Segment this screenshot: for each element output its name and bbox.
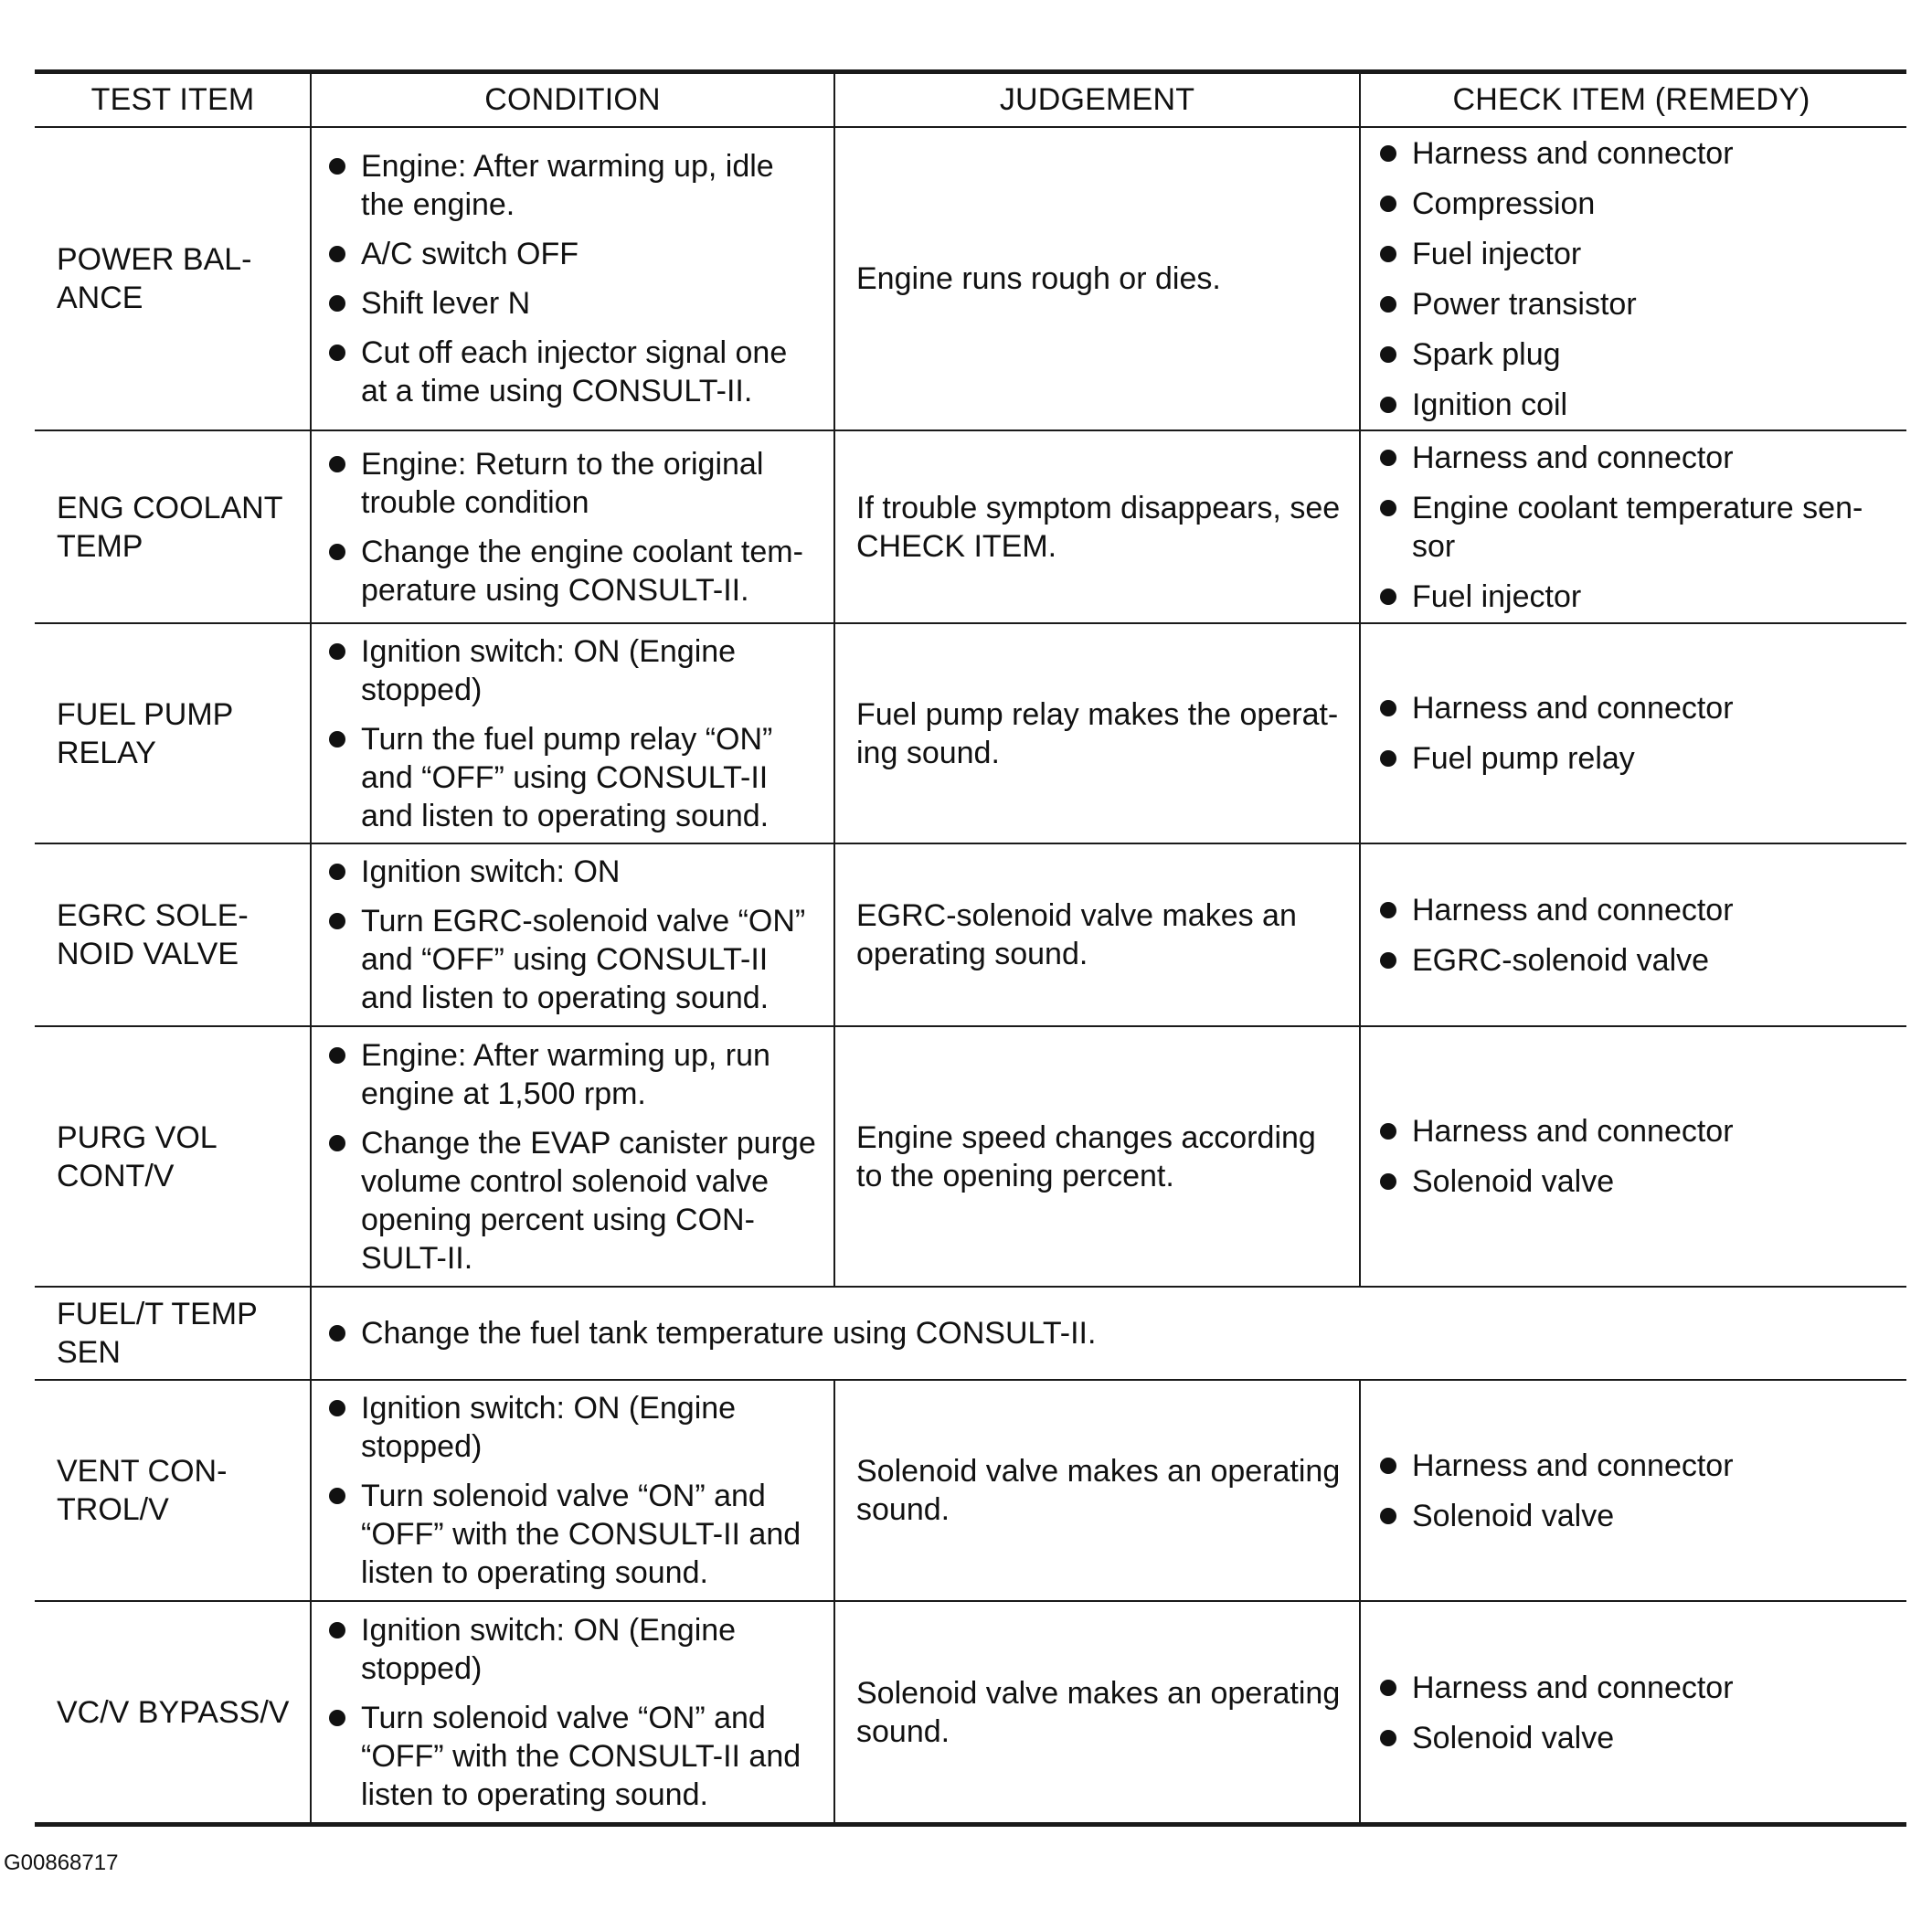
judgement-text: EGRC-solenoid valve makes an operating sound. — [856, 898, 1297, 971]
list-item: Solenoid valve — [1378, 1719, 1894, 1757]
table-top-border — [35, 69, 1906, 74]
row-divider — [35, 622, 1906, 624]
figure-id: G00868717 — [4, 1850, 119, 1875]
table-bottom-border — [35, 1822, 1906, 1827]
row-divider — [35, 126, 1906, 128]
column-divider — [833, 1380, 835, 1824]
bullet-list — [327, 1036, 822, 1278]
bullet-list — [327, 853, 822, 1017]
list-item: Change the engine coolant tem-perature using CONSULT-II. — [327, 533, 822, 610]
test-item-cell — [35, 1601, 311, 1824]
row-divider — [35, 843, 1906, 844]
list-item: Fuel pump relay — [1378, 739, 1894, 778]
judgement-text: Engine speed changes according to the opening percent. — [856, 1119, 1316, 1193]
header-check-item: CHECK ITEM (REMEDY) — [1452, 81, 1810, 117]
bullet-list — [327, 147, 822, 410]
test-item-cell — [35, 623, 311, 843]
list-item: Harness and connector — [1378, 891, 1894, 929]
condition-cell — [311, 623, 834, 843]
list-item: Engine: After warming up, idle the engine. — [327, 147, 822, 224]
judgement-text: Solenoid valve makes an operating sound. — [856, 1454, 1341, 1527]
list-item: Solenoid valve — [1378, 1162, 1894, 1201]
list-item: Change the EVAP canister purge volume control solenoid valve opening percent using CON-SULT-II. — [327, 1124, 822, 1278]
list-item: Ignition switch: ON (Engine stopped) — [327, 1389, 822, 1466]
check-item-cell — [1360, 1601, 1903, 1824]
list-item: Turn the fuel pump relay “ON” and “OFF” using CONSULT-II and listen to operating sound. — [327, 720, 822, 835]
list-item: Turn EGRC-solenoid valve “ON” and “OFF” using CONSULT-II and listen to operating sound. — [327, 902, 822, 1017]
check-item-cell — [1360, 623, 1903, 843]
test-item-name: POWER BAL- ANCE — [57, 242, 252, 315]
bullet-list — [1378, 134, 1894, 424]
list-item: Power transistor — [1378, 285, 1894, 323]
list-item: Harness and connector — [1378, 1112, 1894, 1151]
test-item-cell — [35, 430, 311, 623]
test-item-cell — [35, 1380, 311, 1601]
test-item-name: VC/V BYPASS/V — [57, 1695, 290, 1730]
list-item: Spark plug — [1378, 335, 1894, 374]
list-item: Fuel injector — [1378, 578, 1894, 616]
bullet-list — [327, 1314, 1890, 1352]
column-divider — [833, 71, 835, 1287]
condition-cell — [311, 430, 834, 623]
condition-cell — [311, 843, 834, 1026]
test-item-name: EGRC SOLE- NOID VALVE — [57, 898, 249, 971]
test-item-cell — [35, 1026, 311, 1287]
check-item-cell — [1360, 430, 1903, 623]
check-item-cell — [1360, 843, 1903, 1026]
list-item: Ignition switch: ON (Engine stopped) — [327, 632, 822, 709]
row-divider — [35, 1600, 1906, 1602]
bullet-list — [1378, 439, 1894, 616]
bullet-list — [327, 1611, 822, 1814]
list-item: Harness and connector — [1378, 1447, 1894, 1485]
condition-cell-spanning — [311, 1287, 1903, 1380]
bullet-list — [1378, 1669, 1894, 1757]
check-item-cell — [1360, 1026, 1903, 1287]
list-item: Harness and connector — [1378, 689, 1894, 727]
list-item: Cut off each injector signal one at a time using CONSULT-II. — [327, 334, 822, 410]
column-divider — [310, 71, 312, 1824]
column-divider — [1359, 1380, 1361, 1824]
list-item: Ignition coil — [1378, 386, 1894, 424]
judgement-text: Fuel pump relay makes the operat-ing sound. — [856, 696, 1339, 770]
bullet-list — [1378, 891, 1894, 980]
test-item-name: FUEL/T TEMP SEN — [57, 1297, 258, 1370]
column-divider — [1359, 71, 1361, 1287]
test-item-name: PURG VOL CONT/V — [57, 1119, 218, 1193]
bullet-list — [1378, 1447, 1894, 1535]
judgement-cell — [834, 623, 1360, 843]
header-test-item: TEST ITEM — [90, 81, 255, 117]
row-divider — [35, 1379, 1906, 1381]
test-item-name: VENT CON- TROL/V — [57, 1454, 228, 1527]
bullet-list — [327, 445, 822, 610]
test-item-name: ENG COOLANT TEMP — [57, 490, 283, 564]
test-item-cell — [35, 1287, 311, 1380]
list-item: Solenoid valve — [1378, 1497, 1894, 1535]
condition-cell — [311, 1380, 834, 1601]
judgement-cell — [834, 1026, 1360, 1287]
judgement-cell — [834, 843, 1360, 1026]
check-item-cell — [1360, 127, 1903, 430]
bullet-list — [327, 632, 822, 835]
list-item: Shift lever N — [327, 284, 822, 323]
list-item: Turn solenoid valve “ON” and “OFF” with the CONSULT-II and listen to operating sound. — [327, 1699, 822, 1814]
judgement-cell — [834, 127, 1360, 430]
judgement-text: Engine runs rough or dies. — [856, 261, 1221, 296]
list-item: Harness and connector — [1378, 1669, 1894, 1707]
judgement-text: If trouble symptom disappears, see CHECK ITEM. — [856, 490, 1341, 564]
bullet-list — [327, 1389, 822, 1592]
judgement-text: Solenoid valve makes an operating sound. — [856, 1676, 1341, 1749]
list-item: Harness and connector — [1378, 134, 1894, 173]
condition-cell — [311, 127, 834, 430]
bullet-list — [1378, 1112, 1894, 1201]
header-judgement: JUDGEMENT — [999, 81, 1195, 117]
condition-cell — [311, 1601, 834, 1824]
row-divider — [35, 429, 1906, 431]
list-item: Engine: Return to the original trouble condition — [327, 445, 822, 522]
list-item: Change the fuel tank temperature using CONSULT-II. — [327, 1314, 1890, 1352]
list-item: EGRC-solenoid valve — [1378, 941, 1894, 980]
list-item: Ignition switch: ON — [327, 853, 822, 891]
test-item-cell — [35, 127, 311, 430]
condition-cell — [311, 1026, 834, 1287]
header-condition: CONDITION — [484, 81, 661, 117]
row-divider — [35, 1286, 1906, 1288]
list-item: Harness and connector — [1378, 439, 1894, 477]
list-item: Ignition switch: ON (Engine stopped) — [327, 1611, 822, 1688]
judgement-cell — [834, 1380, 1360, 1601]
check-item-cell — [1360, 1380, 1903, 1601]
list-item: Engine coolant temperature sen-sor — [1378, 489, 1894, 566]
list-item: Turn solenoid valve “ON” and “OFF” with the CONSULT-II and listen to operating sound. — [327, 1477, 822, 1592]
test-item-name: FUEL PUMP RELAY — [57, 696, 234, 770]
judgement-cell — [834, 1601, 1360, 1824]
list-item: Compression — [1378, 185, 1894, 223]
test-item-cell — [35, 843, 311, 1026]
list-item: Fuel injector — [1378, 235, 1894, 273]
bullet-list — [1378, 689, 1894, 778]
row-divider — [35, 1025, 1906, 1027]
list-item: Engine: After warming up, run engine at 1,500 rpm. — [327, 1036, 822, 1113]
list-item: A/C switch OFF — [327, 235, 822, 273]
judgement-cell — [834, 430, 1360, 623]
